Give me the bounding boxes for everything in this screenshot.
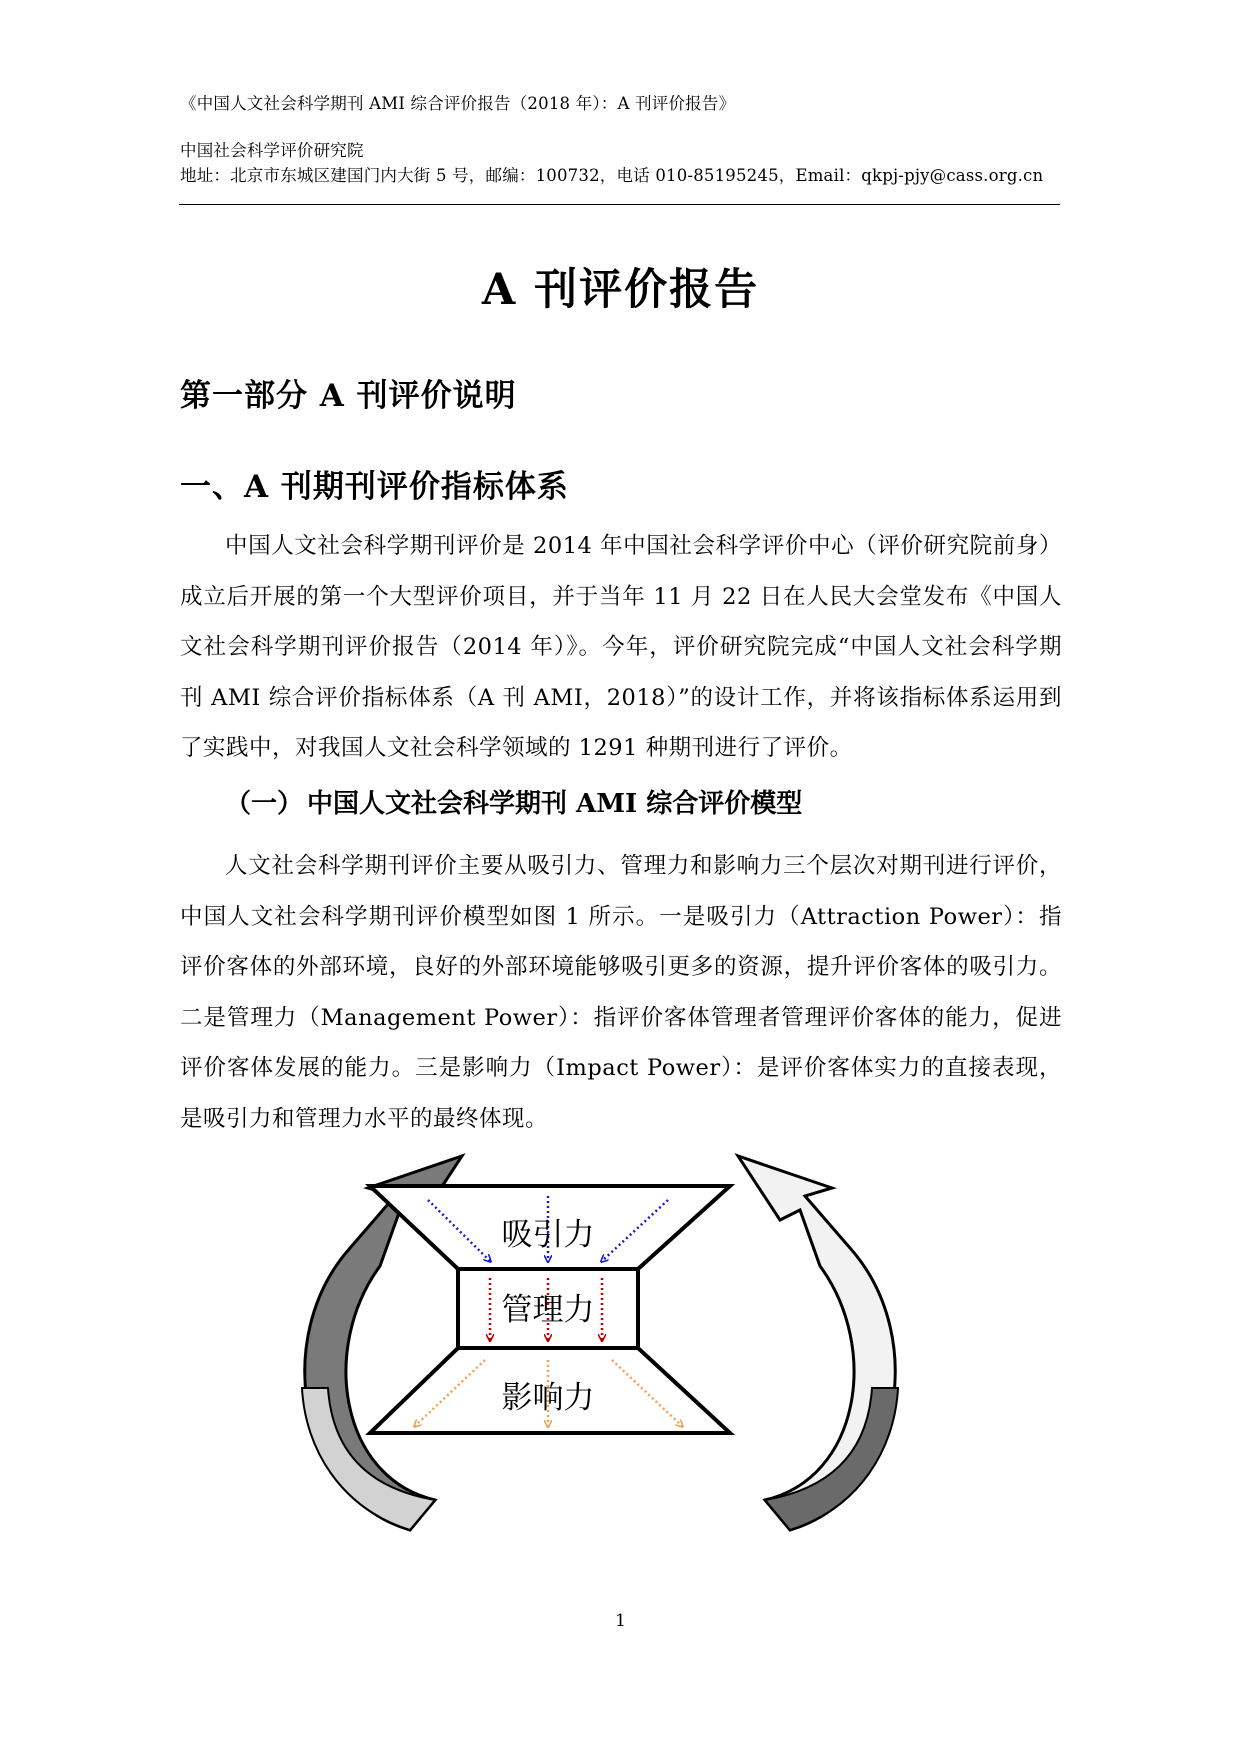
- model-paragraph-text: 人文社会科学期刊评价主要从吸引力、管理力和影响力三个层次对期刊进行评价，中国人文社会科学期刊评价模型如图 1 所示。一是吸引力（Attraction Power）：指评价客体的外部环境，良好的外部环境能够吸引更多的资源，提升评价客体的吸引力。二是管理力（Management Power）：指评价客体管理者管理评价客体的能力，促进评价客体发展的能力。三是影响力（Impact Power）：是评价客体实力的直接表现，是吸引力和管理力水平的最终体现。: [180, 853, 1062, 1132]
- subsection-number: （一）: [225, 789, 304, 819]
- contact-address: 地址：北京市东城区建国门内大街 5 号，邮编：100732，电话 010-85195245，Email：qkpj-pjy@cass.org.cn: [180, 166, 1044, 185]
- right-cycle-arrow: [738, 1156, 895, 1530]
- document-title: A 刊评价报告: [481, 265, 760, 315]
- subsection-heading: [225, 783, 802, 820]
- report-title-line: 《中国人文社会科学期刊 AMI 综合评价报告（2018 年）：A 刊评价报告》: [180, 94, 736, 113]
- intro-paragraph-text: 中国人文社会科学期刊评价是 2014 年中国社会科学评价中心（评价研究院前身）成立后开展的第一个大型评价项目，并于当年 11 月 22 日在人民大会堂发布《中国人文社会科学期刊评价报告（2014 年）》。今年，评价研究院完成“中国人文社会科学期刊 AMI 综合评价指标体系（A 刊 AMI，2018）”的设计工作，并将该指标体系运用到了实践中，对我国人文社会科学领域的 1291 种期刊进行了评价。: [180, 533, 1062, 761]
- management-label: 管理力: [501, 1292, 595, 1328]
- part-heading: 第一部分 A 刊评价说明: [180, 378, 517, 414]
- header-rule: [179, 204, 1060, 205]
- model-paragraph: [180, 841, 1062, 1144]
- attraction-label: 吸引力: [501, 1217, 595, 1253]
- section-heading: 一、A 刊期刊评价指标体系: [180, 469, 569, 505]
- institute-name: 中国社会科学评价研究院: [180, 141, 364, 160]
- ami-model-diagram: [280, 1148, 920, 1568]
- subsection-title: 中国人文社会科学期刊 AMI 综合评价模型: [307, 789, 803, 819]
- page-number: 1: [615, 1611, 626, 1631]
- intro-paragraph: [180, 521, 1062, 774]
- impact-label: 影响力: [501, 1380, 595, 1416]
